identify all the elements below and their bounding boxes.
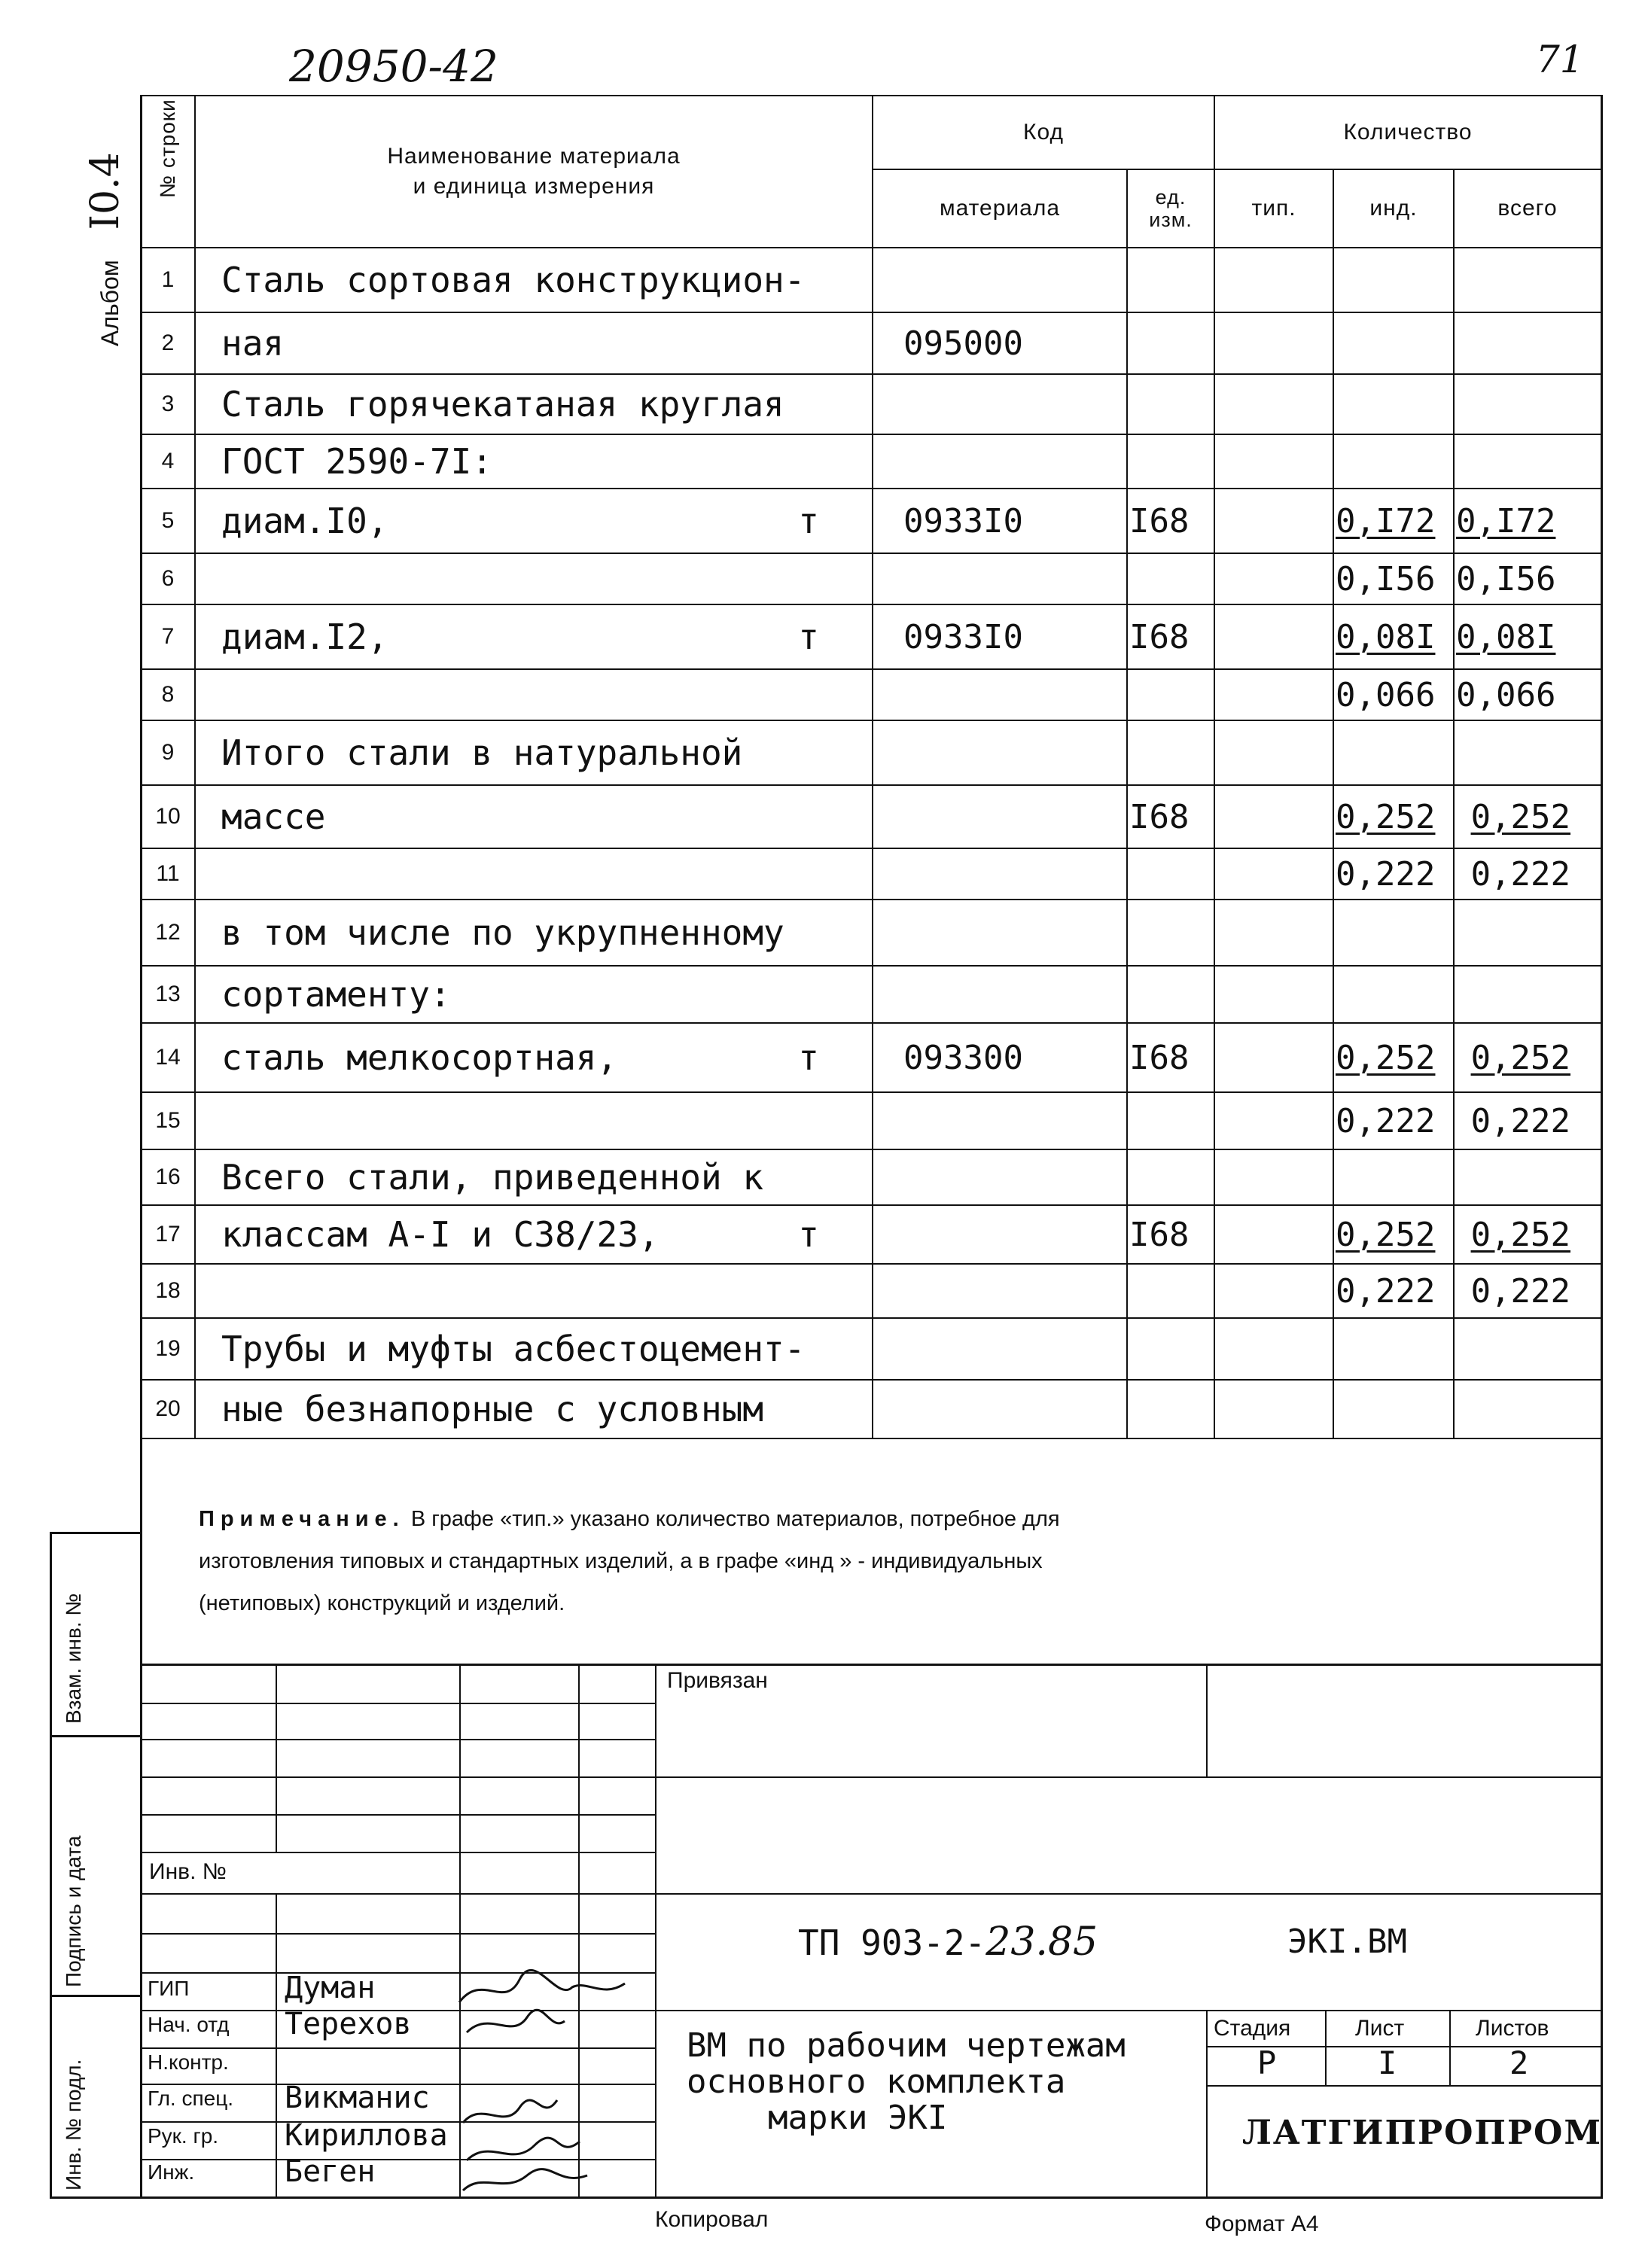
- row-number: 14: [141, 1023, 195, 1092]
- row-name: ная: [195, 312, 873, 374]
- row-code: [873, 553, 1127, 604]
- row-name: Трубы и муфты асбестоцемент-: [195, 1318, 873, 1380]
- row-unit: т: [798, 501, 819, 541]
- row-uom: [1127, 553, 1214, 604]
- title-line-3: марки ЭКI: [768, 2099, 948, 2137]
- row-number: 20: [141, 1380, 195, 1438]
- row-qty-typ: [1214, 848, 1333, 900]
- row-qty-ind: [1333, 434, 1454, 489]
- note-lead: Примечание.: [199, 1507, 405, 1531]
- role-label: Н.контр.: [148, 2050, 229, 2074]
- row-code: 0933I0: [873, 604, 1127, 669]
- row-qty-total: 0,252: [1454, 785, 1601, 848]
- row-qty-total: 0,252: [1454, 1023, 1601, 1092]
- row-qty-total: 0,222: [1454, 1264, 1601, 1318]
- row-qty-typ: [1214, 553, 1333, 604]
- note-line-2: изготовления типовых и стандартных изделий, а в графе «инд » - индивидуальных: [199, 1549, 1043, 1573]
- table-row: [141, 669, 1601, 720]
- side-label-podpis: Подпись и дата: [62, 1835, 85, 1987]
- header-row-no: № строки: [141, 96, 195, 248]
- row-number: 4: [141, 434, 195, 489]
- row-qty-ind: 0,252: [1333, 1205, 1454, 1264]
- header-name: Наименование материала и единица измерения: [195, 96, 873, 248]
- row-code: [873, 1318, 1127, 1380]
- row-code: [873, 1205, 1127, 1264]
- header-qty: Количество: [1214, 96, 1601, 169]
- sheets-value: 2: [1509, 2044, 1529, 2081]
- signature-scribbles: [452, 1957, 655, 2198]
- table-row: [141, 604, 1601, 669]
- row-number: 3: [141, 374, 195, 434]
- row-code: 095000: [873, 312, 1127, 374]
- row-qty-total: 0,066: [1454, 669, 1601, 720]
- row-qty-total: 0,08I: [1454, 604, 1601, 669]
- table-row: [141, 374, 1601, 434]
- row-unit: т: [798, 1214, 819, 1255]
- row-uom: I68: [1127, 604, 1214, 669]
- row-qty-total: [1454, 1149, 1601, 1205]
- row-qty-typ: [1214, 1318, 1333, 1380]
- row-qty-ind: [1333, 248, 1454, 312]
- row-qty-typ: [1214, 785, 1333, 848]
- table-row: [141, 248, 1601, 312]
- copied-label: Копировал: [655, 2207, 769, 2232]
- row-qty-typ: [1214, 966, 1333, 1023]
- row-qty-total: [1454, 1318, 1601, 1380]
- header-qty-ind: инд.: [1333, 169, 1454, 248]
- row-qty-typ: [1214, 900, 1333, 966]
- row-number: 11: [141, 848, 195, 900]
- row-unit: т: [798, 1037, 819, 1078]
- role-label: Рук. гр.: [148, 2124, 219, 2148]
- row-qty-typ: [1214, 669, 1333, 720]
- row-uom: [1127, 966, 1214, 1023]
- row-qty-ind: [1333, 966, 1454, 1023]
- row-qty-total: [1454, 248, 1601, 312]
- row-qty-ind: 0,08I: [1333, 604, 1454, 669]
- row-uom: [1127, 248, 1214, 312]
- row-uom: I68: [1127, 785, 1214, 848]
- row-qty-ind: 0,222: [1333, 848, 1454, 900]
- row-qty-typ: [1214, 312, 1333, 374]
- row-qty-total: [1454, 966, 1601, 1023]
- row-qty-typ: [1214, 1149, 1333, 1205]
- table-row: [141, 434, 1601, 489]
- row-code: [873, 374, 1127, 434]
- row-code: [873, 1380, 1127, 1438]
- side-label-vzam: Взам. инв. №: [62, 1593, 85, 1724]
- row-qty-typ: [1214, 374, 1333, 434]
- table-body: [141, 248, 1601, 1438]
- row-qty-ind: [1333, 900, 1454, 966]
- row-qty-ind: [1333, 1380, 1454, 1438]
- row-number: 18: [141, 1264, 195, 1318]
- row-code: [873, 669, 1127, 720]
- role-label: Инж.: [148, 2160, 195, 2184]
- table-row: [141, 1380, 1601, 1438]
- table-row: [141, 966, 1601, 1023]
- role-label: Нач. отд: [148, 2013, 230, 2036]
- header-qty-typ: тип.: [1214, 169, 1333, 248]
- row-qty-total: [1454, 1380, 1601, 1438]
- row-name: [195, 669, 873, 720]
- sheets-label: Листов: [1476, 2016, 1549, 2041]
- org-name: ЛАТГИПРОПРОМ: [1242, 2114, 1603, 2152]
- row-number: 17: [141, 1205, 195, 1264]
- row-qty-ind: 0,I56: [1333, 553, 1454, 604]
- table-row: [141, 900, 1601, 966]
- row-code: [873, 1149, 1127, 1205]
- row-number: 15: [141, 1092, 195, 1149]
- row-qty-total: [1454, 312, 1601, 374]
- row-qty-ind: 0,252: [1333, 785, 1454, 848]
- row-name: Всего стали, приведенной к: [195, 1149, 873, 1205]
- row-code: [873, 848, 1127, 900]
- row-name: [195, 1092, 873, 1149]
- row-qty-ind: [1333, 374, 1454, 434]
- row-qty-typ: [1214, 1205, 1333, 1264]
- stage-value: Р: [1257, 2044, 1277, 2081]
- page-number: 71: [1536, 38, 1584, 81]
- doc-number: 20950-42: [289, 41, 498, 92]
- row-number: 12: [141, 900, 195, 966]
- side-label-inv-podl: Инв. № подл.: [62, 2059, 85, 2190]
- row-qty-total: [1454, 900, 1601, 966]
- row-qty-total: 0,I56: [1454, 553, 1601, 604]
- album-number: I0.4: [83, 152, 128, 230]
- row-name: [195, 1264, 873, 1318]
- row-name: сортаменту:: [195, 966, 873, 1023]
- row-code: [873, 1092, 1127, 1149]
- stage-label: Стадия: [1214, 2016, 1291, 2041]
- row-qty-total: [1454, 434, 1601, 489]
- row-code: [873, 720, 1127, 785]
- row-qty-typ: [1214, 720, 1333, 785]
- role-label: ГИП: [148, 1977, 190, 2000]
- row-code: [873, 1264, 1127, 1318]
- role-person: Викманис: [285, 2081, 430, 2115]
- header-code-material: материала: [873, 169, 1127, 248]
- row-name: массе: [195, 785, 873, 848]
- row-uom: I68: [1127, 489, 1214, 553]
- role-person: Кириллова: [285, 2118, 448, 2153]
- row-name: Сталь сортовая конструкцион-: [195, 248, 873, 312]
- row-number: 13: [141, 966, 195, 1023]
- row-qty-typ: [1214, 489, 1333, 553]
- row-number: 7: [141, 604, 195, 669]
- row-qty-total: [1454, 720, 1601, 785]
- row-number: 5: [141, 489, 195, 553]
- sheet-label: Лист: [1355, 2016, 1405, 2041]
- row-uom: [1127, 312, 1214, 374]
- table-row: [141, 1205, 1601, 1264]
- row-qty-ind: 0,066: [1333, 669, 1454, 720]
- table-row: [141, 312, 1601, 374]
- row-qty-ind: 0,222: [1333, 1264, 1454, 1318]
- row-code: 093300: [873, 1023, 1127, 1092]
- table-row: [141, 1023, 1601, 1092]
- row-name: классам А-I и С38/23, т: [195, 1205, 873, 1264]
- table-row: [141, 553, 1601, 604]
- row-code: [873, 900, 1127, 966]
- row-qty-total: [1454, 374, 1601, 434]
- row-name: Сталь горячекатаная круглая: [195, 374, 873, 434]
- row-qty-typ: [1214, 1380, 1333, 1438]
- row-qty-ind: 0,I72: [1333, 489, 1454, 553]
- note-line-3: (нетиповых) конструкций и изделий.: [199, 1591, 565, 1615]
- format-label: Формат А4: [1205, 2212, 1319, 2236]
- row-code: [873, 248, 1127, 312]
- row-uom: [1127, 848, 1214, 900]
- project-code: ТП 903-2-23.85: [798, 1919, 1098, 1965]
- mark: ЭКI.ВМ: [1287, 1922, 1407, 1961]
- row-uom: I68: [1127, 1205, 1214, 1264]
- table-row: [141, 785, 1601, 848]
- row-name: [195, 553, 873, 604]
- role-person: Терехов: [285, 2007, 412, 2041]
- table-row: [141, 489, 1601, 553]
- row-uom: [1127, 374, 1214, 434]
- table-row: [141, 848, 1601, 900]
- row-uom: [1127, 1380, 1214, 1438]
- row-qty-typ: [1214, 248, 1333, 312]
- row-name: сталь мелкосортная, т: [195, 1023, 873, 1092]
- row-qty-typ: [1214, 1092, 1333, 1149]
- row-qty-typ: [1214, 1023, 1333, 1092]
- role-person: Беген: [285, 2154, 376, 2189]
- inv-no-label: Инв. №: [149, 1859, 227, 1884]
- row-uom: [1127, 669, 1214, 720]
- row-name: [195, 848, 873, 900]
- row-qty-ind: [1333, 312, 1454, 374]
- privyazan-label: Привязан: [667, 1668, 768, 1693]
- row-uom: [1127, 1149, 1214, 1205]
- row-name: ные безнапорные с условным: [195, 1380, 873, 1438]
- row-uom: [1127, 1318, 1214, 1380]
- row-code: 0933I0: [873, 489, 1127, 553]
- note-line-1: Примечание. В графе «тип.» указано количество материалов, потребное для: [199, 1507, 1060, 1531]
- role-person: Думан: [285, 1971, 376, 2005]
- row-code: [873, 966, 1127, 1023]
- title-line-2: основного комплекта: [687, 2063, 1066, 2101]
- row-number: 10: [141, 785, 195, 848]
- row-name: диам.I2, т: [195, 604, 873, 669]
- row-uom: I68: [1127, 1023, 1214, 1092]
- row-number: 19: [141, 1318, 195, 1380]
- row-qty-typ: [1214, 434, 1333, 489]
- row-uom: [1127, 900, 1214, 966]
- row-number: 1: [141, 248, 195, 312]
- row-qty-ind: 0,252: [1333, 1023, 1454, 1092]
- row-qty-total: 0,222: [1454, 1092, 1601, 1149]
- table-row: [141, 1092, 1601, 1149]
- table-row: [141, 1264, 1601, 1318]
- row-unit: т: [798, 616, 819, 657]
- table-row: [141, 720, 1601, 785]
- row-number: 9: [141, 720, 195, 785]
- row-name: в том числе по укрупненному: [195, 900, 873, 966]
- row-uom: [1127, 434, 1214, 489]
- table-row: [141, 1149, 1601, 1205]
- row-name: Итого стали в натуральной: [195, 720, 873, 785]
- row-qty-ind: 0,222: [1333, 1092, 1454, 1149]
- album-label: [83, 152, 128, 346]
- row-number: 8: [141, 669, 195, 720]
- row-qty-ind: [1333, 1318, 1454, 1380]
- row-qty-total: 0,222: [1454, 848, 1601, 900]
- note: [199, 1498, 1569, 1624]
- row-code: [873, 785, 1127, 848]
- header-code: Код: [873, 96, 1214, 169]
- title-line-1: ВМ по рабочим чертежам: [687, 2026, 1126, 2065]
- row-qty-typ: [1214, 1264, 1333, 1318]
- role-label: Гл. спец.: [148, 2087, 234, 2110]
- row-name: диам.I0, т: [195, 489, 873, 553]
- row-number: 16: [141, 1149, 195, 1205]
- header-qty-total: всего: [1454, 169, 1601, 248]
- row-code: [873, 434, 1127, 489]
- row-name: ГОСТ 2590-7I:: [195, 434, 873, 489]
- row-uom: [1127, 720, 1214, 785]
- sheet-value: I: [1378, 2044, 1397, 2081]
- row-qty-ind: [1333, 1149, 1454, 1205]
- row-qty-typ: [1214, 604, 1333, 669]
- row-number: 6: [141, 553, 195, 604]
- row-qty-total: 0,252: [1454, 1205, 1601, 1264]
- row-number: 2: [141, 312, 195, 374]
- materials-table: [140, 95, 1602, 1439]
- header-code-unit: ед. изм.: [1127, 169, 1214, 248]
- row-qty-ind: [1333, 720, 1454, 785]
- table-row: [141, 1318, 1601, 1380]
- row-uom: [1127, 1092, 1214, 1149]
- album-word: Альбом: [96, 260, 123, 346]
- row-qty-total: 0,I72: [1454, 489, 1601, 553]
- row-uom: [1127, 1264, 1214, 1318]
